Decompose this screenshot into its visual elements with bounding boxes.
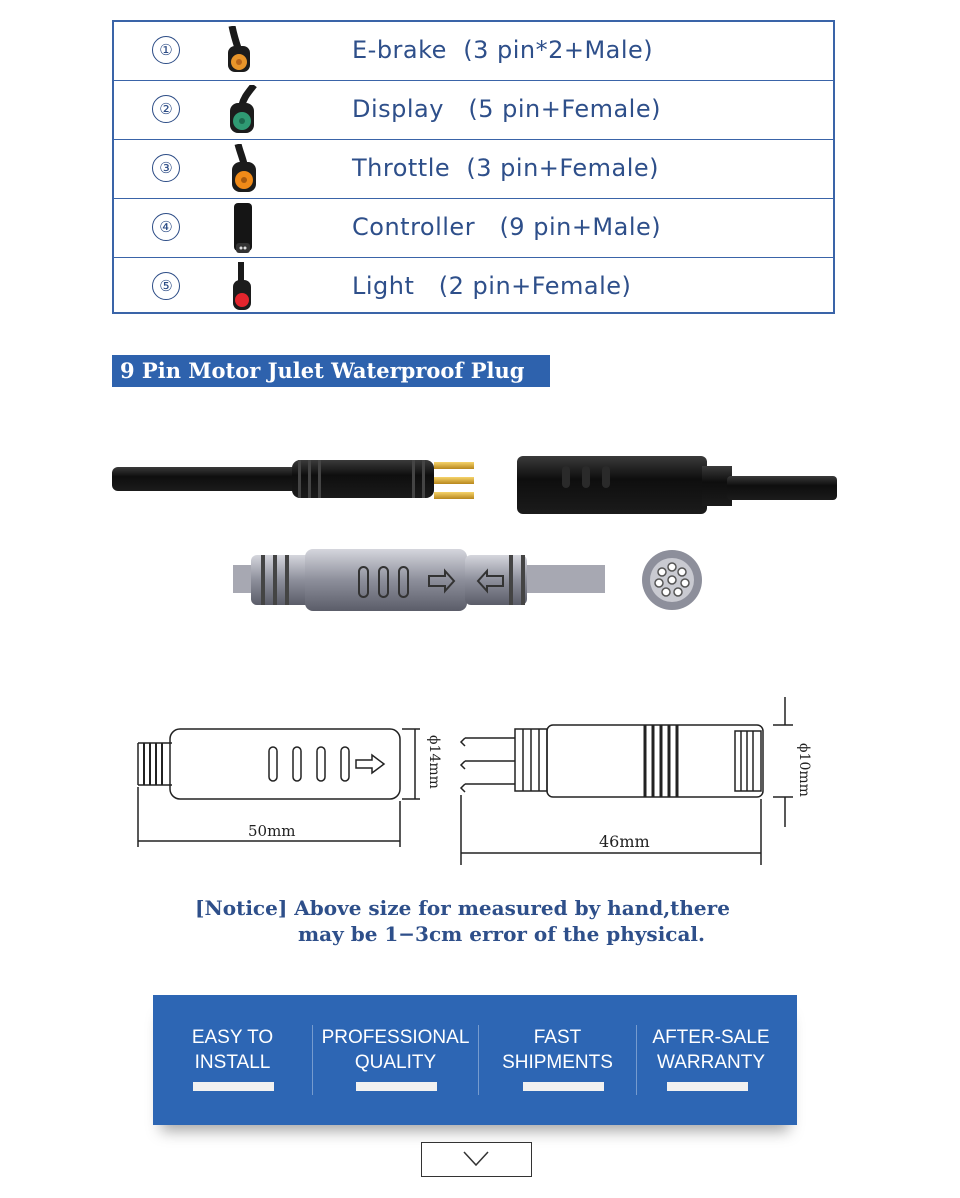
connector-row: [114, 139, 833, 197]
row-number: ③: [152, 154, 180, 182]
feature-label: AFTER-SALE WARRANTY: [652, 1027, 770, 1073]
feature-label: PROFESSIONAL QUALITY: [321, 1027, 470, 1073]
notice-line-1: [Notice] Above size for measured by hand,there: [195, 896, 730, 920]
section-title: 9 Pin Motor Julet Waterproof Plug: [112, 355, 550, 387]
feature-after-sale-warranty: [637, 995, 785, 1125]
throttle-plug-image: [214, 144, 274, 196]
plug-cable-photo: [112, 440, 837, 540]
notice-line-2: may be 1−3cm error of the physical.: [298, 922, 705, 946]
feature-label: EASY TO INSTALL: [191, 1027, 274, 1073]
dimension-length-male: 46mm: [599, 832, 650, 851]
dimension-length-female: 50mm: [248, 822, 296, 840]
pin-face-image: [640, 548, 704, 612]
connector-render-image: [233, 545, 605, 615]
chevron-down-icon: [422, 1143, 530, 1175]
row-number: ①: [152, 36, 180, 64]
scroll-down-button[interactable]: [421, 1142, 532, 1177]
feature-underline: [356, 1082, 437, 1091]
connector-label: E-brake (3 pin*2+Male): [352, 36, 654, 64]
feature-professional-quality: [313, 995, 478, 1125]
feature-underline: [193, 1082, 274, 1091]
connector-label: Display (5 pin+Female): [352, 95, 661, 123]
features-banner: [153, 995, 797, 1125]
connector-row: [114, 198, 833, 256]
connector-label: Controller (9 pin+Male): [352, 213, 662, 241]
dimension-diameter-male: ϕ10mm: [796, 743, 812, 797]
connector-row: [114, 257, 833, 315]
row-number: ④: [152, 213, 180, 241]
display-plug-image: [214, 85, 274, 137]
row-number: ⑤: [152, 272, 180, 300]
row-number: ②: [152, 95, 180, 123]
feature-label: FAST SHIPMENTS: [502, 1027, 613, 1073]
controller-plug-image: [214, 203, 274, 255]
feature-easy-install: [153, 995, 312, 1125]
connector-row: [114, 80, 833, 138]
connector-table: [112, 20, 835, 314]
feature-underline: [667, 1082, 748, 1091]
ebrake-plug-image: [214, 26, 274, 78]
connector-row: [114, 22, 833, 80]
feature-fast-shipments: [479, 995, 636, 1125]
male-plug-drawing: [455, 695, 825, 865]
light-plug-image: [214, 262, 274, 314]
dimension-diameter-female: ϕ14mm: [426, 735, 442, 789]
size-notice: [195, 895, 730, 947]
connector-label: Light (2 pin+Female): [352, 272, 632, 300]
connector-label: Throttle (3 pin+Female): [352, 154, 660, 182]
female-plug-drawing: [130, 715, 450, 865]
feature-underline: [523, 1082, 604, 1091]
